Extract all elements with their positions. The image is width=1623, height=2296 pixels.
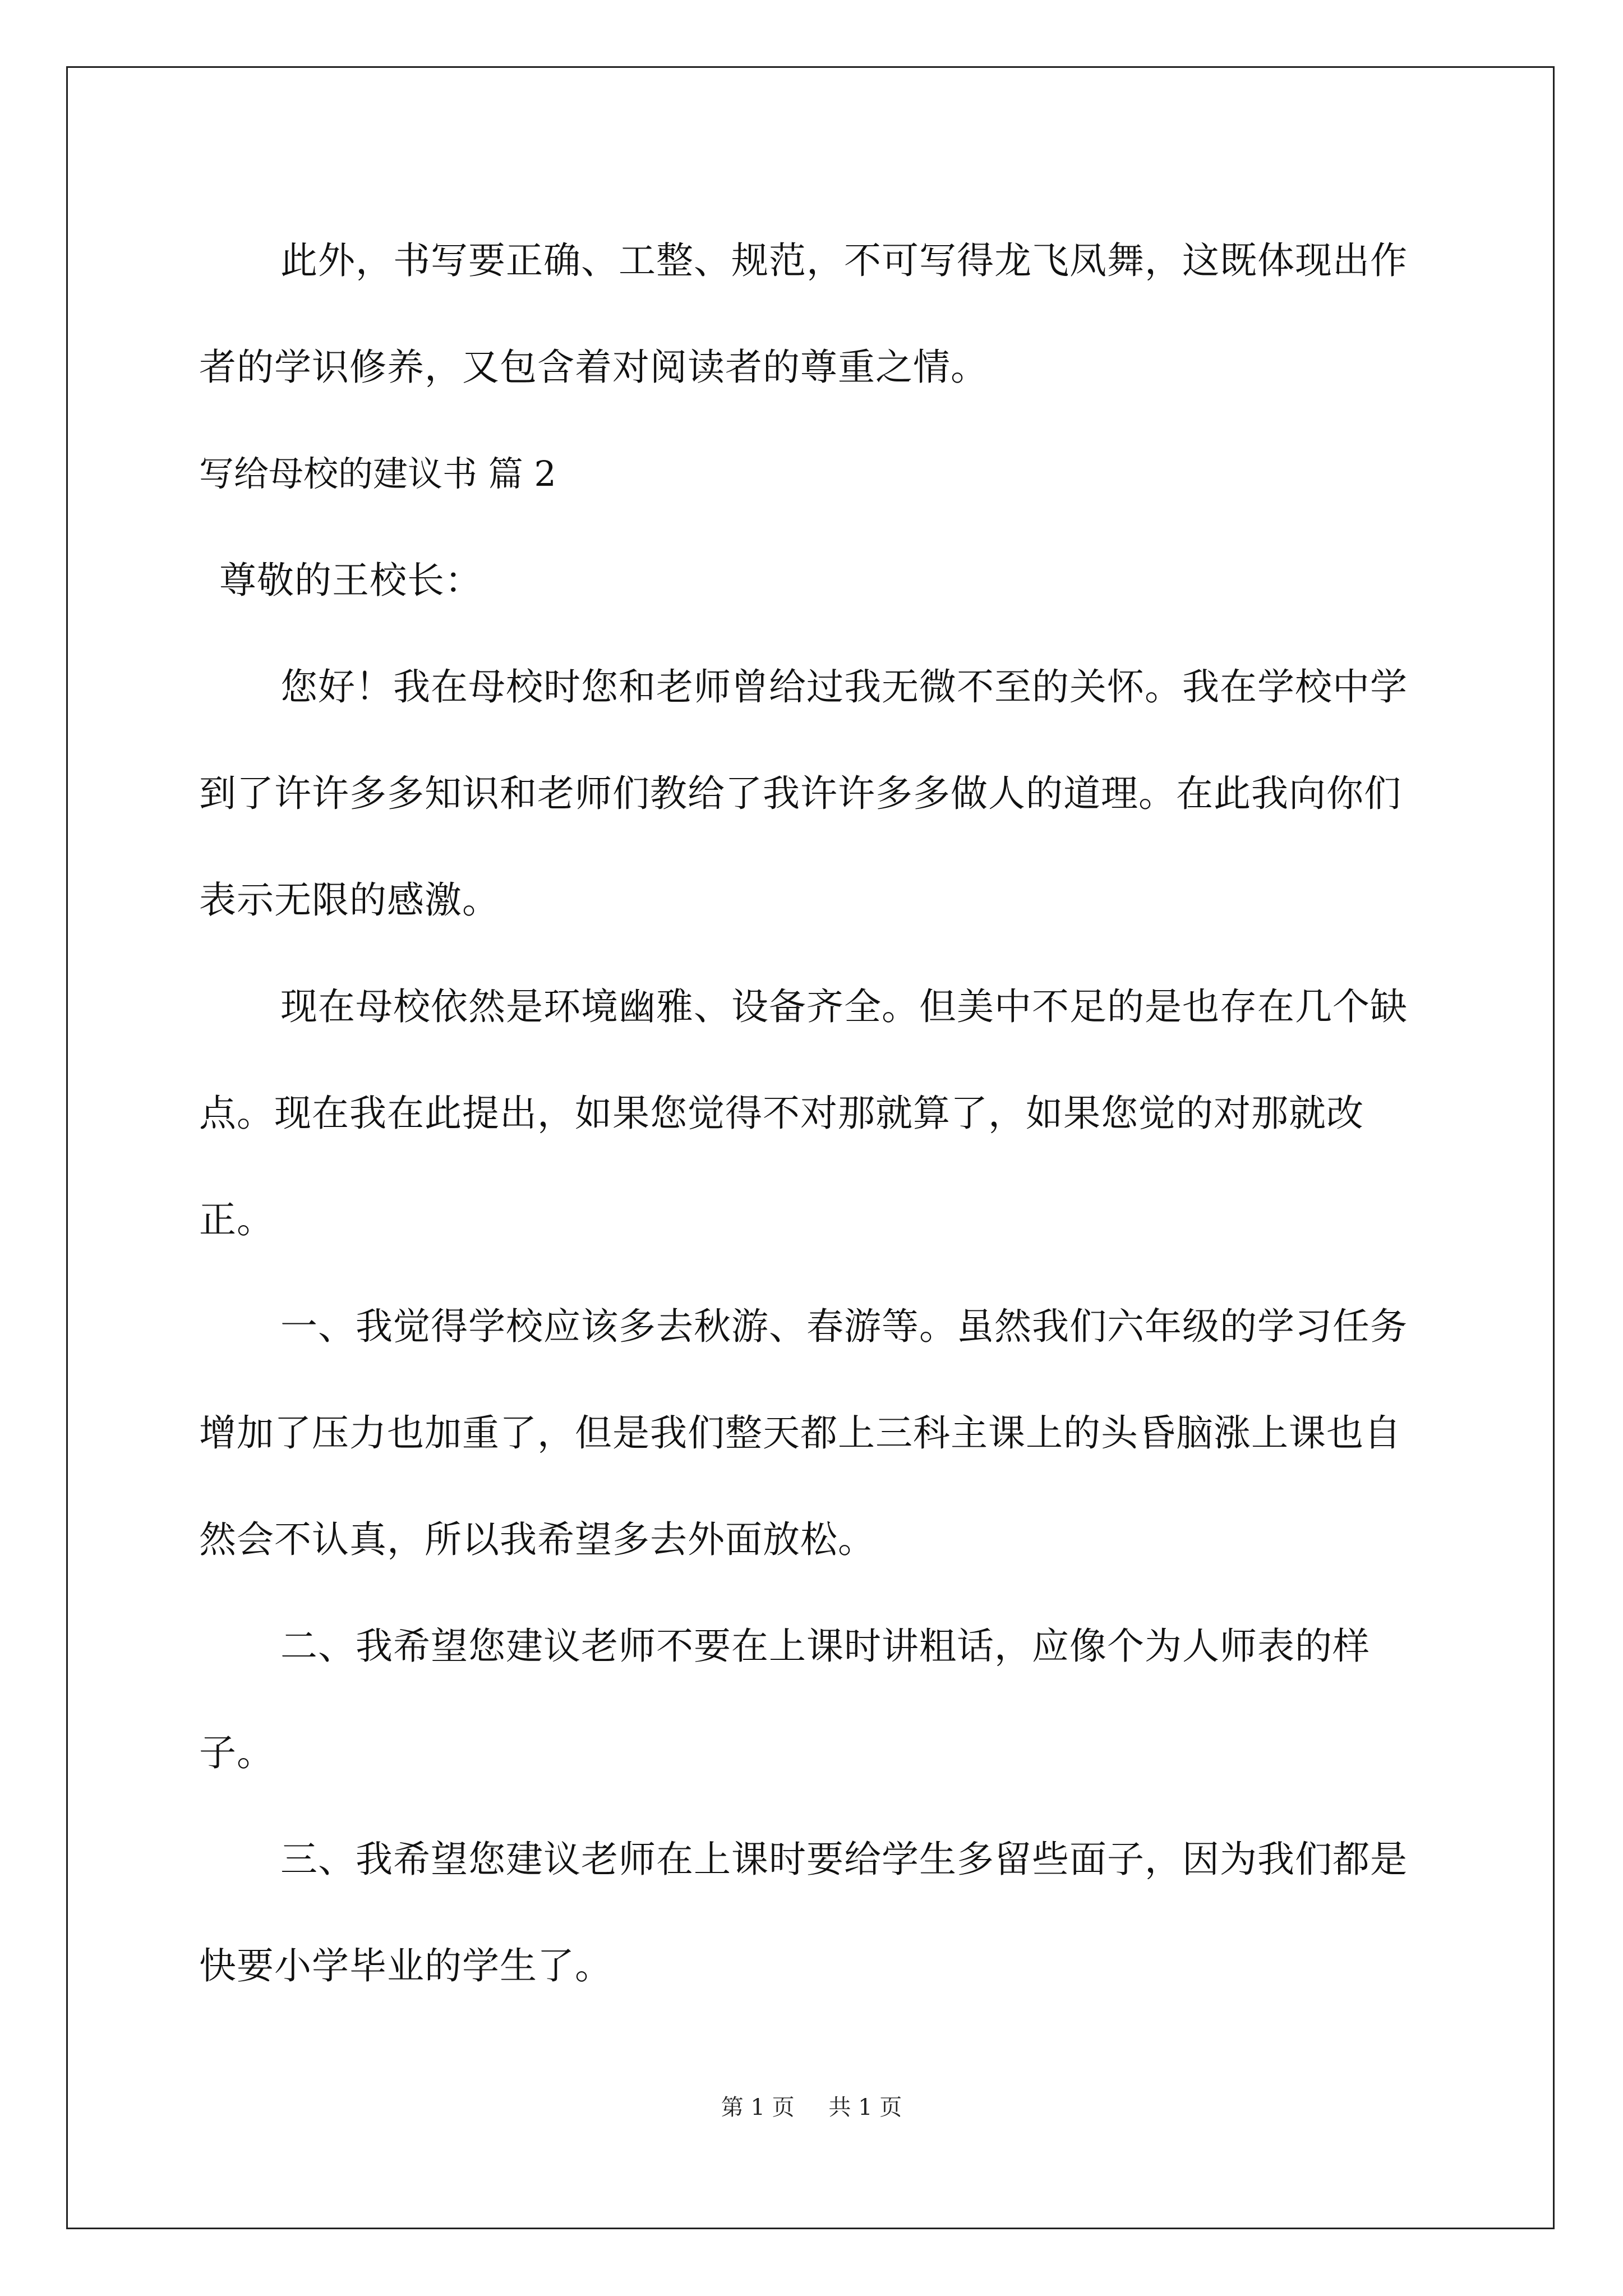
salutation: 尊敬的王校长： (219, 559, 482, 602)
paragraph-suggestion-1: 一、我觉得学校应该多去秋游、春游等。虽然我们六年级的学习任务增加了压力也加重了，但是我们整天都上三科主课上的头昏脑涨上课也自然会不认真，所以我希望多去外面放松。 (199, 1305, 1408, 1561)
document-body (199, 208, 1427, 2019)
paragraph-greeting: 您好！我在母校时您和老师曾给过我无微不至的关怀。我在学校中学到了许许多多知识和老师们教给了我许许多多做人的道理。在此我向你们表示无限的感激。 (199, 665, 1408, 922)
page-total: 共 1 页 (828, 2095, 902, 2120)
page-number: 第 1 页 (721, 2095, 795, 2120)
paragraph-status: 现在母校依然是环境幽雅、设备齐全。但美中不足的是也存在几个缺点。现在我在此提出，如果您觉得不对那就算了，如果您觉的对那就改正。 (199, 985, 1408, 1241)
paragraph-intro: 此外，书写要正确、工整、规范，不可写得龙飞凤舞，这既体现出作者的学识修养，又包含着对阅读者的尊重之情。 (199, 239, 1408, 389)
paragraph-suggestion-3: 三、我希望您建议老师在上课时要给学生多留些面子，因为我们都是快要小学毕业的学生了。 (199, 1838, 1408, 1987)
section-heading: 写给母校的建议书 篇 2 (199, 453, 556, 494)
page-footer (0, 2090, 1623, 2122)
paragraph-suggestion-2: 二、我希望您建议老师不要在上课时讲粗话，应像个为人师表的样子。 (199, 1625, 1370, 1774)
